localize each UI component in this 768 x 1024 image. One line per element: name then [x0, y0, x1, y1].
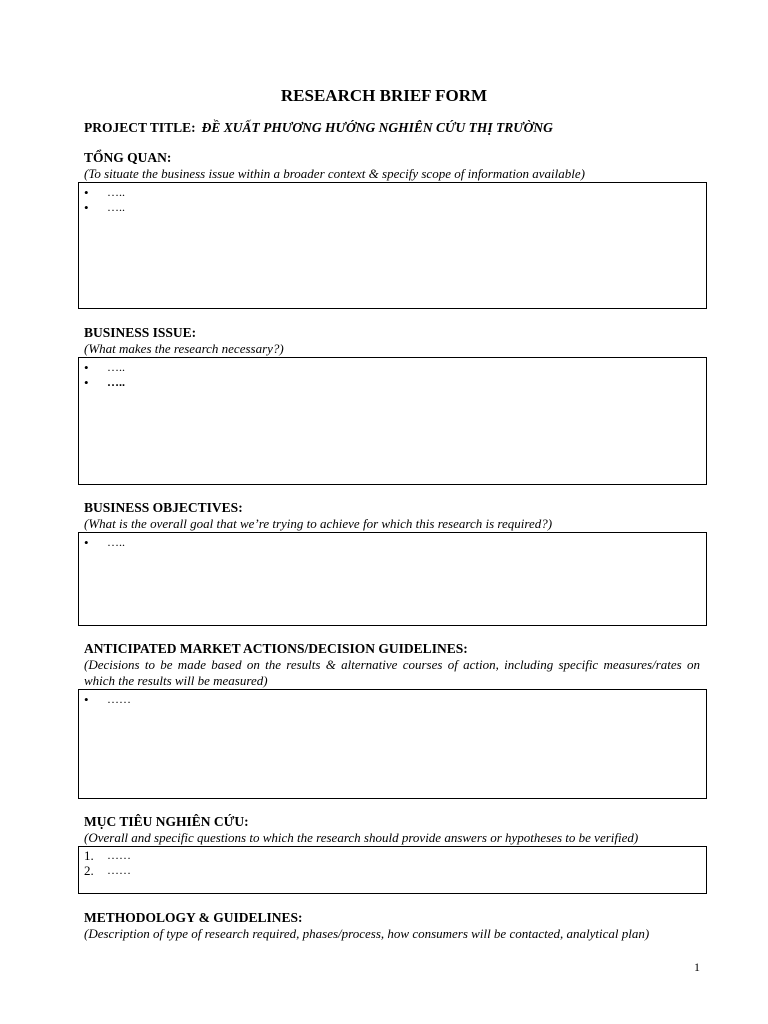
form-title: RESEARCH BRIEF FORM	[280, 86, 488, 105]
business-objectives-box[interactable]	[78, 532, 707, 626]
business-issue-list	[79, 360, 706, 390]
research-objectives-box[interactable]	[78, 846, 707, 894]
business-issue-heading: BUSINESS ISSUE:	[84, 325, 197, 340]
business-objectives-description: (What is the overall goal that we’re trying to achieve for which this research is required?)	[84, 516, 553, 531]
project-title-line	[84, 120, 553, 136]
list-item: • ……	[79, 692, 706, 707]
research-objectives-heading: MỤC TIÊU NGHIÊN CỨU:	[84, 814, 249, 829]
business-issue-box[interactable]	[78, 357, 707, 485]
business-issue-description: (What makes the research necessary?)	[84, 341, 284, 356]
research-objectives-description: (Overall and specific questions to which the research should provide answers or hypotheses to be verified)	[84, 830, 639, 845]
research-objectives-list	[79, 848, 706, 878]
project-title-value: ĐỀ XUẤT PHƯƠNG HƯỚNG NGHIÊN CỨU THỊ TRƯỜNG	[201, 120, 553, 135]
overview-description: (To situate the business issue within a broader context & specify scope of information available)	[84, 166, 585, 181]
list-item: • …..	[79, 185, 706, 200]
list-item: • …..	[79, 200, 706, 215]
list-item: 2. ……	[84, 863, 131, 878]
market-actions-description: (Decisions to be made based on the results & alternative courses of action, including specific measures/rates on which the results will be measured)	[84, 657, 700, 688]
market-actions-box[interactable]	[78, 689, 707, 799]
market-actions-heading: ANTICIPATED MARKET ACTIONS/DECISION GUIDELINES:	[84, 641, 468, 656]
page-number: 1	[694, 960, 700, 974]
methodology-description: (Description of type of research required, phases/process, how consumers will be contacted, analytical plan)	[84, 926, 650, 941]
overview-list	[79, 185, 706, 215]
overview-heading: TỔNG QUAN:	[84, 150, 172, 165]
list-item: 1. ……	[84, 848, 131, 863]
market-actions-list	[79, 692, 706, 707]
project-title-label: PROJECT TITLE:	[84, 120, 196, 135]
business-objectives-list	[79, 535, 706, 550]
business-objectives-heading: BUSINESS OBJECTIVES:	[84, 500, 243, 515]
list-item: • …..	[79, 535, 706, 550]
list-item: • …..	[79, 360, 706, 375]
methodology-heading: METHODOLOGY & GUIDELINES:	[84, 910, 303, 925]
overview-box[interactable]	[78, 182, 707, 309]
list-item: • …..	[79, 375, 706, 390]
